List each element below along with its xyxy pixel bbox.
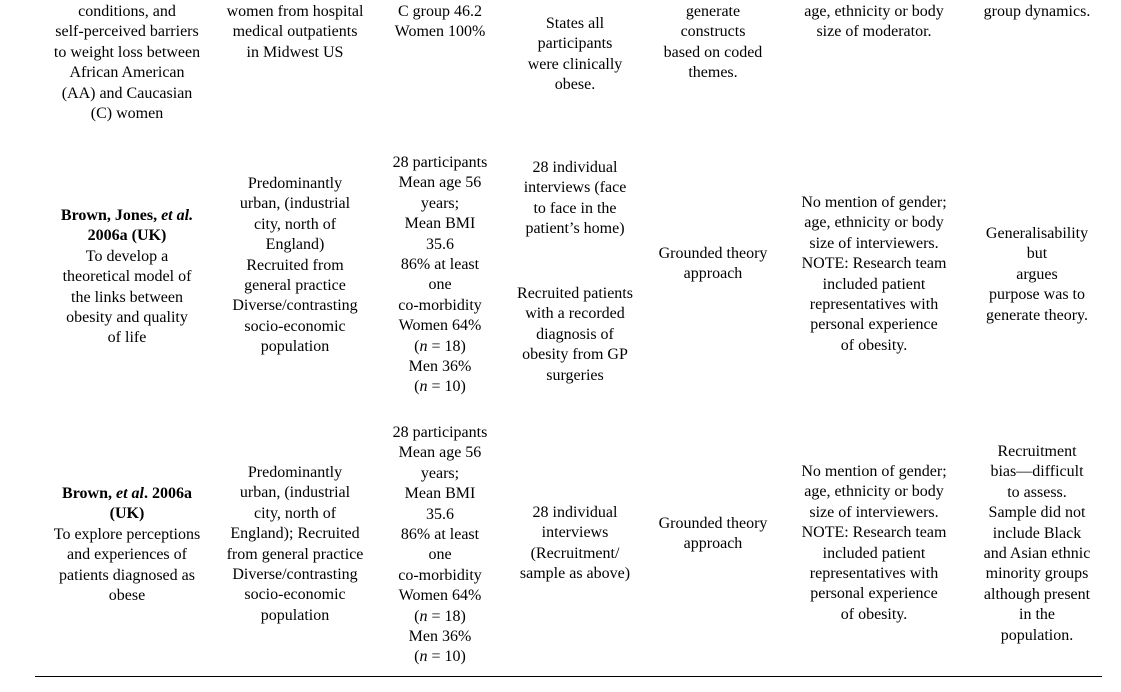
text-line: size of interviewers. bbox=[809, 234, 939, 252]
limitations-cell-row2 bbox=[966, 224, 1108, 326]
text-line: generate bbox=[685, 3, 741, 20]
text-line: with a recorded bbox=[525, 305, 625, 323]
text-line: personal experience bbox=[810, 585, 938, 603]
text-line: Mean age 56 bbox=[398, 174, 482, 192]
text-line: and experiences of bbox=[67, 546, 187, 564]
text-line: representatives with bbox=[809, 565, 939, 583]
text-line: Mean age 56 bbox=[398, 444, 482, 462]
text-line: England); Recruited bbox=[230, 525, 360, 543]
n-men-value: = 10) bbox=[431, 378, 466, 396]
text-line: 28 participants bbox=[392, 154, 488, 171]
study-cell-row3 bbox=[38, 484, 216, 606]
citation-country: (UK) bbox=[109, 505, 145, 523]
text-line: although present bbox=[983, 585, 1091, 603]
text-line: Mean BMI bbox=[404, 485, 476, 503]
text-line: co-morbidity bbox=[398, 296, 482, 314]
text-line: population. bbox=[1000, 626, 1074, 644]
text-line: Sample did not bbox=[988, 504, 1086, 522]
text-line: of obesity. bbox=[840, 336, 908, 354]
citation-authors: Brown, Jones, bbox=[60, 207, 162, 224]
text-line: years; bbox=[420, 464, 460, 482]
text-line: included patient bbox=[822, 544, 926, 562]
text-line: Recruitment bbox=[997, 443, 1077, 460]
text-line: socio-economic bbox=[244, 317, 346, 335]
text-line: Women 64% bbox=[398, 587, 482, 605]
n-men-line: (n = 10) bbox=[414, 378, 466, 396]
text-line: argues bbox=[1016, 265, 1058, 283]
text-line: 28 participants bbox=[392, 424, 488, 441]
text-line: Predominantly bbox=[247, 175, 343, 192]
text-line: self-perceived barriers bbox=[55, 23, 199, 41]
citation-et-al: et al. bbox=[161, 207, 194, 224]
men-line: Men 36% bbox=[408, 628, 472, 646]
text-line: were clinically bbox=[527, 55, 623, 73]
men-line: Men 36% bbox=[408, 358, 472, 376]
text-line: but bbox=[1026, 245, 1048, 263]
text-line: No mention of gender; bbox=[801, 194, 947, 211]
text-line: 35.6 bbox=[426, 505, 454, 523]
researcher-cell-row3 bbox=[788, 462, 960, 625]
text-line: to face in the bbox=[533, 199, 617, 217]
text-line: size of moderator. bbox=[816, 23, 932, 41]
n-women-value: = 18) bbox=[431, 337, 466, 355]
text-line: urban, (industrial bbox=[239, 484, 351, 502]
text-line: NOTE: Research team bbox=[801, 255, 947, 273]
text-line: size of interviewers. bbox=[809, 503, 939, 521]
text-line: population bbox=[260, 606, 330, 624]
participants-cell-row3 bbox=[380, 423, 500, 668]
text-line: age, ethnicity or body bbox=[804, 3, 944, 20]
table-bottom-rule bbox=[35, 676, 1102, 677]
text-line: the links between bbox=[71, 288, 183, 306]
text-line: (C) women bbox=[90, 105, 164, 123]
text-line: To explore perceptions bbox=[53, 525, 201, 543]
sample-cell-row1 bbox=[216, 2, 374, 63]
data-collection-cell-row1 bbox=[508, 14, 642, 96]
analysis-cell-row2 bbox=[646, 244, 780, 285]
text-line: African American bbox=[69, 64, 185, 82]
researcher-cell-row2 bbox=[788, 193, 960, 356]
text-line: sample as above) bbox=[519, 565, 631, 583]
text-line: age, ethnicity or body bbox=[804, 483, 944, 501]
text-line: interviews (face bbox=[523, 179, 627, 197]
analysis-cell-row1 bbox=[646, 2, 780, 84]
data-collection-cell-row2b bbox=[508, 284, 642, 386]
text-line: C group 46.2 bbox=[398, 3, 482, 20]
text-line: population bbox=[260, 338, 330, 356]
text-line: Grounded theory bbox=[658, 515, 768, 532]
text-line: obesity from GP bbox=[522, 346, 628, 364]
n-men-line: (n = 10) bbox=[414, 648, 466, 666]
n-symbol: n bbox=[419, 648, 428, 666]
text-line: in the bbox=[1019, 606, 1055, 624]
text-line: patient’s home) bbox=[525, 220, 625, 238]
participants-cell-row2 bbox=[380, 153, 500, 398]
text-line: patients diagnosed as bbox=[59, 566, 195, 584]
text-line: include Black bbox=[992, 524, 1082, 542]
limitations-cell-row3 bbox=[966, 442, 1108, 646]
text-line: 28 individual bbox=[532, 159, 618, 176]
text-line: Women 64% bbox=[398, 317, 482, 335]
text-line: 28 individual bbox=[532, 504, 618, 521]
text-line: to weight loss between bbox=[53, 43, 201, 61]
sample-cell-row2 bbox=[216, 174, 374, 358]
text-line: themes. bbox=[688, 64, 738, 82]
text-line: Predominantly bbox=[247, 464, 343, 481]
text-line: To develop a bbox=[85, 247, 169, 265]
participants-cell-row1 bbox=[380, 2, 500, 43]
text-line: women from hospital bbox=[226, 3, 364, 20]
text-line: bias—difficult bbox=[990, 463, 1084, 481]
text-line: constructs bbox=[680, 23, 746, 41]
text-line: medical outpatients bbox=[232, 23, 358, 41]
text-line: and Asian ethnic bbox=[983, 545, 1091, 563]
text-line: in Midwest US bbox=[246, 43, 344, 61]
n-men-value: = 10) bbox=[431, 648, 466, 666]
text-line: theoretical model of bbox=[62, 268, 192, 286]
text-line: urban, (industrial bbox=[239, 195, 351, 213]
study-cell-row1 bbox=[38, 2, 216, 124]
researcher-cell-row1 bbox=[788, 2, 960, 43]
text-line: co-morbidity bbox=[398, 566, 482, 584]
citation-year: . 2006a bbox=[143, 485, 192, 502]
text-line: representatives with bbox=[809, 296, 939, 314]
text-line: personal experience bbox=[810, 316, 938, 334]
text-line: Mean BMI bbox=[404, 215, 476, 233]
citation-authors: Brown, bbox=[62, 485, 116, 502]
text-line: minority groups bbox=[985, 565, 1089, 583]
text-line: from general practice bbox=[226, 545, 364, 563]
text-line: Grounded theory bbox=[658, 245, 768, 262]
text-line: States all bbox=[545, 15, 605, 32]
text-line: 86% at least bbox=[400, 526, 480, 544]
text-line: of obesity. bbox=[840, 605, 908, 623]
text-line: city, north of bbox=[253, 215, 337, 233]
text-line: based on coded bbox=[663, 43, 763, 61]
analysis-cell-row3 bbox=[646, 514, 780, 555]
text-line: obese. bbox=[554, 76, 596, 94]
text-line: one bbox=[428, 546, 452, 564]
text-line: age, ethnicity or body bbox=[804, 214, 944, 232]
text-line: (Recruitment/ bbox=[530, 544, 620, 562]
study-cell-row2 bbox=[38, 206, 216, 349]
text-line: Generalisability bbox=[985, 225, 1089, 242]
text-line: participants bbox=[537, 35, 613, 53]
text-line: approach bbox=[683, 265, 743, 283]
text-line: England) bbox=[265, 236, 325, 254]
text-line: city, north of bbox=[253, 504, 337, 522]
text-line: surgeries bbox=[546, 366, 604, 384]
text-line: 86% at least bbox=[400, 256, 480, 274]
text-line: (AA) and Caucasian bbox=[61, 84, 193, 102]
text-line: Women 100% bbox=[394, 23, 486, 41]
text-line: included patient bbox=[822, 275, 926, 293]
n-women-line: (n = 18) bbox=[414, 607, 466, 625]
text-line: socio-economic bbox=[244, 586, 346, 604]
n-women-value: = 18) bbox=[431, 607, 466, 625]
n-women-line: (n = 18) bbox=[414, 337, 466, 355]
citation-year: 2006a (UK) bbox=[87, 227, 167, 245]
data-collection-cell-row3 bbox=[508, 503, 642, 585]
text-line: to assess. bbox=[1007, 483, 1067, 501]
text-line: Diverse/contrasting bbox=[232, 297, 358, 315]
text-line: No mention of gender; bbox=[801, 463, 947, 480]
n-symbol: n bbox=[419, 378, 428, 396]
text-line: generate theory. bbox=[985, 306, 1088, 324]
text-line: Diverse/contrasting bbox=[232, 566, 358, 584]
text-line: NOTE: Research team bbox=[801, 524, 947, 542]
text-line: Recruited from bbox=[246, 256, 344, 274]
study-citation bbox=[38, 206, 216, 226]
text-line: interviews bbox=[541, 524, 609, 542]
n-symbol: n bbox=[419, 337, 428, 355]
limitations-cell-row1 bbox=[966, 2, 1108, 22]
text-line: one bbox=[428, 276, 452, 294]
text-line: purpose was to bbox=[989, 286, 1085, 304]
citation-et-al: et al bbox=[115, 485, 144, 502]
text-line: general practice bbox=[244, 277, 346, 295]
study-citation bbox=[38, 484, 216, 504]
n-symbol: n bbox=[419, 607, 428, 625]
text-line: conditions, and bbox=[78, 3, 176, 20]
text-line: approach bbox=[683, 535, 743, 553]
text-line: years; bbox=[420, 194, 460, 212]
sample-cell-row3 bbox=[216, 463, 374, 626]
text-line: obesity and quality bbox=[66, 309, 188, 327]
text-line: group dynamics. bbox=[983, 3, 1091, 20]
data-collection-cell-row2a bbox=[508, 158, 642, 240]
text-line: Recruited patients bbox=[517, 285, 633, 302]
text-line: 35.6 bbox=[426, 235, 454, 253]
text-line: of life bbox=[107, 329, 147, 347]
text-line: obese bbox=[108, 587, 146, 605]
text-line: diagnosis of bbox=[536, 325, 614, 343]
